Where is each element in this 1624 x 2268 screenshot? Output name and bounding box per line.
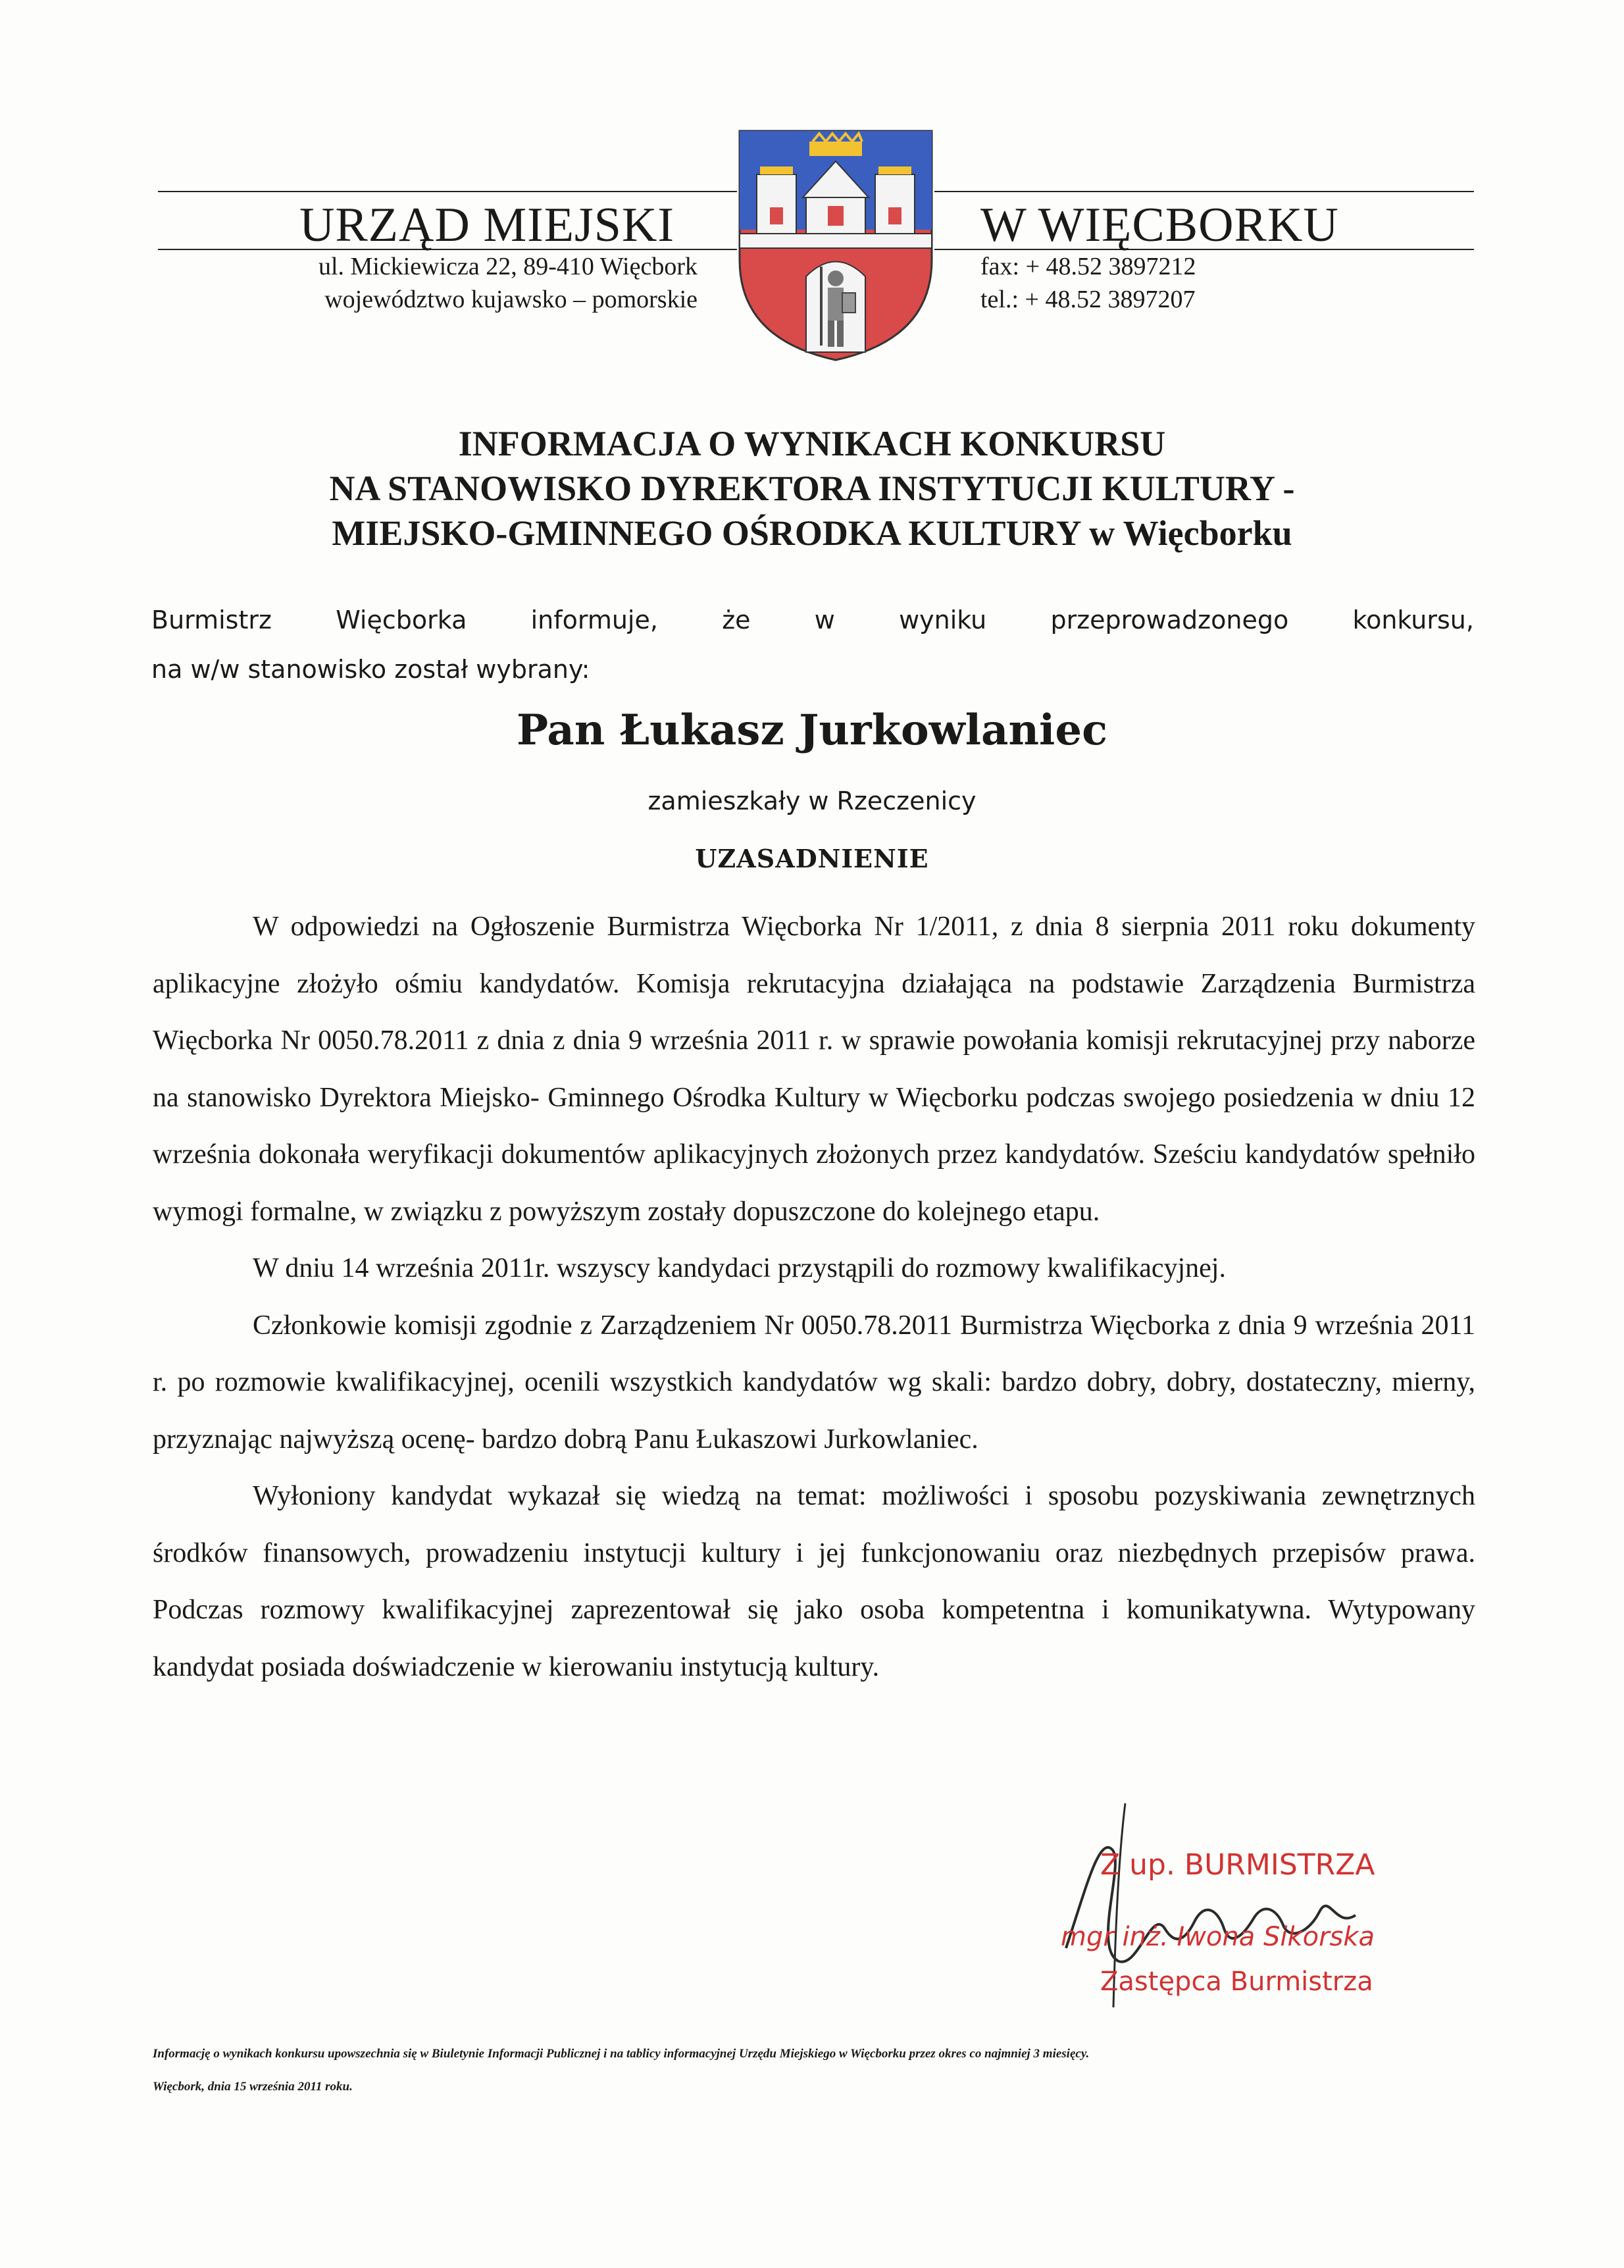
fax-number: fax: + 48.52 3897212 bbox=[980, 253, 1196, 280]
stamp-name: mgr inż. Iwona Sikorska bbox=[1061, 1922, 1375, 1952]
office-name-right: W WIĘCBORKU bbox=[980, 198, 1339, 252]
paragraph: W dniu 14 września 2011r. wszyscy kandydaci przystąpili do rozmowy kwalifikacyjnej. bbox=[253, 1253, 1226, 1283]
office-name-left: URZĄD MIEJSKI bbox=[299, 198, 675, 252]
intro-word: wyniku bbox=[899, 606, 987, 634]
footer-date: Więcbork, dnia 15 września 2011 roku. bbox=[153, 2080, 353, 2094]
address-street: ul. Mickiewicza 22, 89-410 Więcbork bbox=[318, 253, 698, 280]
paragraph: Wyłoniony kandydat wykazał się wiedzą na temat: możliwości i sposobu pozyskiwania zewnętrznych środków finansowych, prowadzeniu instytucji kultury i jej funkcjonowaniu oraz niezbędnych przepisów prawa. Podczas rozmowy kwalifikacyjnej zaprezentował się jako osoba kompetentna i komunikatywna. Wytypowany kandydat posiada doświadczenie w kierowaniu instytucją kultury. bbox=[153, 1481, 1475, 1682]
coat-of-arms-icon bbox=[737, 128, 934, 362]
justification-heading: UZASADNIENIE bbox=[695, 844, 929, 873]
paragraph: W odpowiedzi na Ogłoszenie Burmistrza Więcborka Nr 1/2011, z dnia 8 sierpnia 2011 roku dokumenty aplikacyjne złożyło ośmiu kandydatów. Komisja rekrutacyjna działająca na podstawie Zarządzenia Burmistrza Więcborka Nr 0050.78.2011 z dnia z dnia 9 września 2011 r. w sprawie powołania komisji rekrutacyjnej przy naborze na stanowisko Dyrektora Miejsko- Gminnego Ośrodka Kultury w Więcborku podczas swojego posiedzenia w dniu 12 września dokonała weryfikacji dokumentów aplikacyjnych złożonych przez kandydatów. Sześciu kandydatów spełniło wymogi formalne, w związku z powyższym zostały dopuszczone do kolejnego etapu. bbox=[153, 912, 1475, 1227]
document-title bbox=[197, 421, 1427, 555]
intro-line-2: na w/w stanowisko został wybrany: bbox=[151, 655, 590, 684]
intro-word: Burmistrz bbox=[151, 606, 272, 634]
intro-word: przeprowadzonego bbox=[1050, 606, 1289, 634]
stamp-authorization: Z up. BURMISTRZA bbox=[1100, 1848, 1375, 1882]
intro-word: że bbox=[722, 606, 751, 634]
justification-body bbox=[153, 898, 1475, 1695]
address-region: województwo kujawsko – pomorskie bbox=[324, 286, 698, 313]
title-line-2: NA STANOWISKO DYREKTORA INSTYTUCJI KULTURY - bbox=[329, 469, 1295, 508]
contact-block bbox=[980, 250, 1375, 316]
header-top-rule-right bbox=[934, 191, 1474, 192]
intro-word: informuje, bbox=[530, 606, 658, 634]
footer-note: Informację o wynikach konkursu upowszechnia się w Biuletynie Informacji Publicznej i na tablicy informacyjnej Urzędu Miejskiego w Więcborku przez okres co najmniej 3 miesięcy. bbox=[153, 2047, 1090, 2061]
residence: zamieszkały w Rzeczenicy bbox=[647, 786, 977, 815]
title-line-3: MIEJSKO-GMINNEGO OŚRODKA KULTURY w Więcborku bbox=[332, 513, 1292, 553]
intro-word: w bbox=[814, 606, 835, 634]
selected-person: Pan Łukasz Jurkowlaniec bbox=[516, 706, 1108, 755]
intro-word: konkursu, bbox=[1352, 606, 1474, 634]
header-top-rule bbox=[158, 191, 737, 192]
intro-word: Więcborka bbox=[336, 606, 467, 634]
address-block bbox=[197, 250, 698, 316]
phone-number: tel.: + 48.52 3897207 bbox=[980, 286, 1196, 313]
intro-line-1 bbox=[151, 606, 1474, 634]
stamp-position: Zastępca Burmistrza bbox=[1100, 1967, 1373, 1997]
paragraph: Członkowie komisji zgodnie z Zarządzeniem Nr 0050.78.2011 Burmistrza Więcborka z dnia 9 września 2011 r. po rozmowie kwalifikacyjnej, ocenili wszystkich kandydatów wg skali: bardzo dobry, dobry, dostateczny, mierny, przyznając najwyższą ocenę- bardzo dobrą Panu Łukaszowi Jurkowlaniec. bbox=[153, 1310, 1475, 1455]
title-line-1: INFORMACJA O WYNIKACH KONKURSU bbox=[458, 424, 1166, 463]
